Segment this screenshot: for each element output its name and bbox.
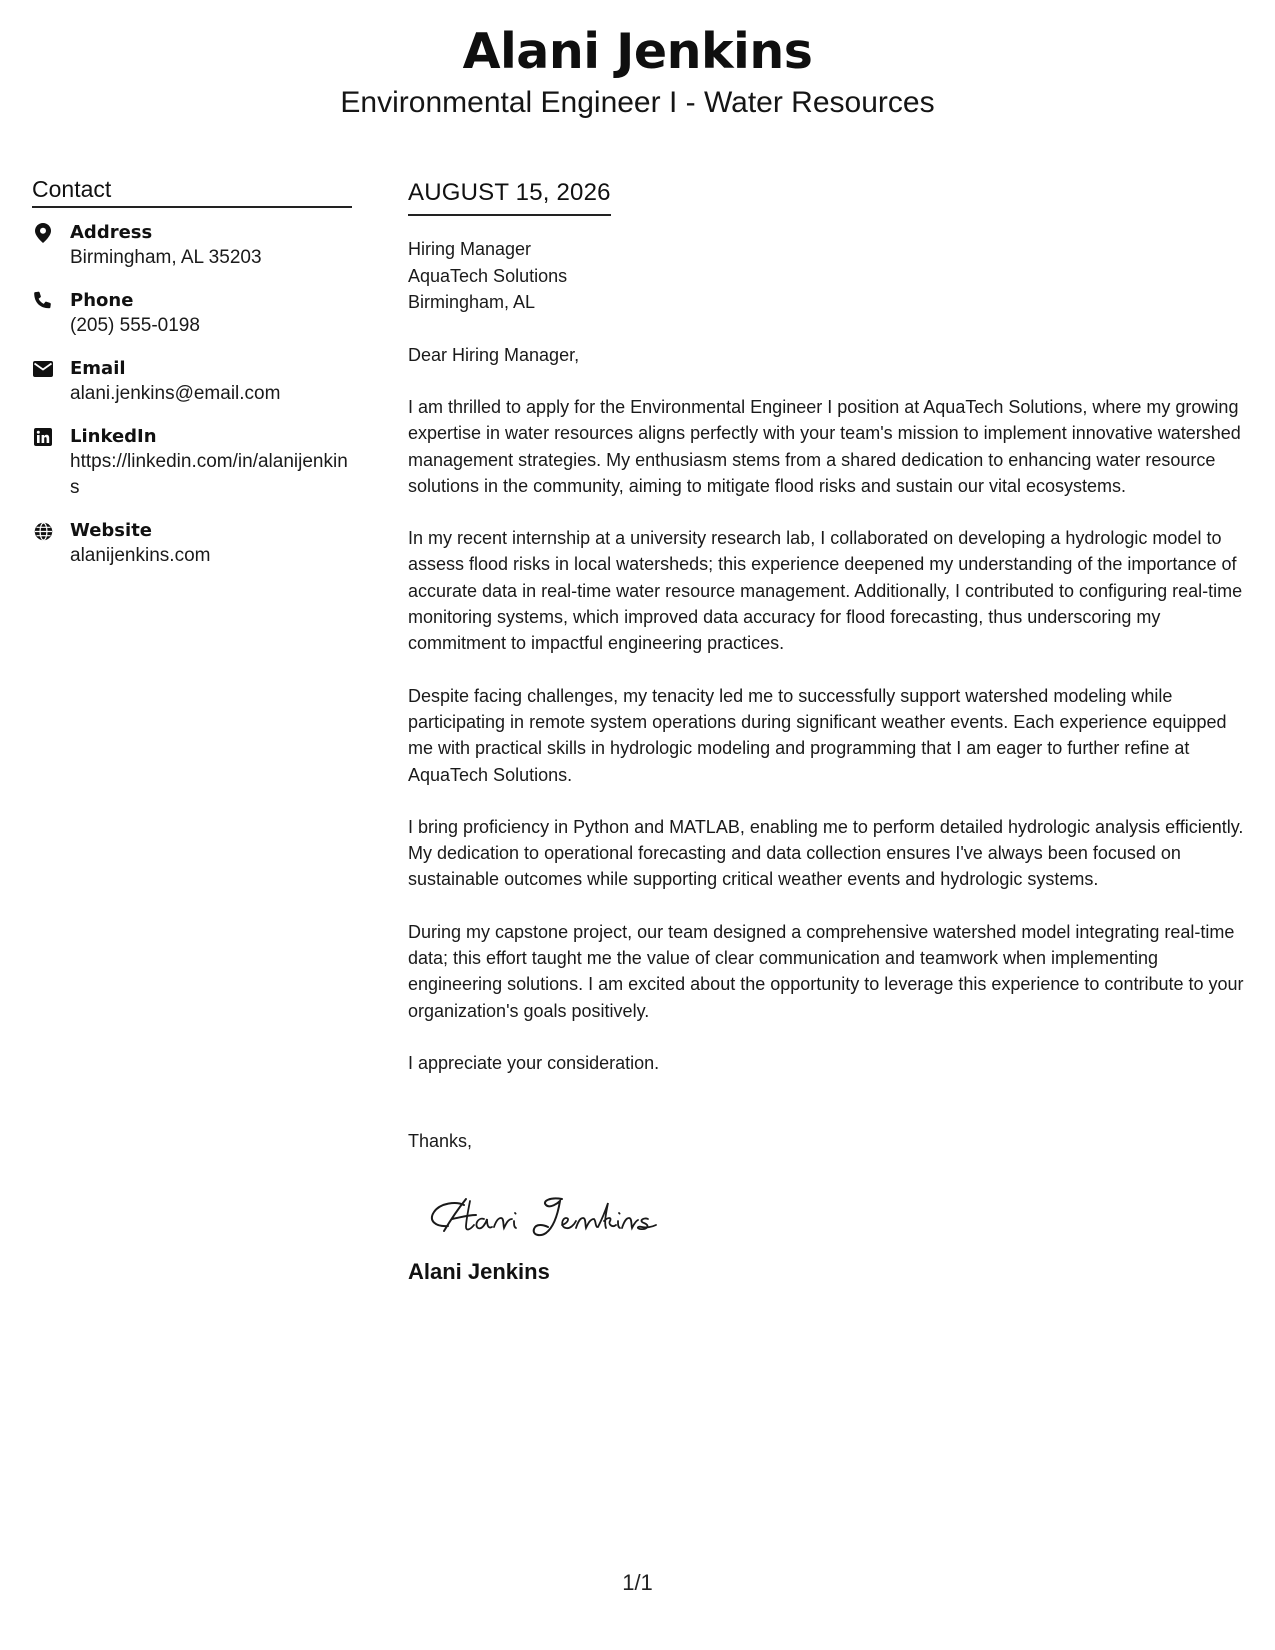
contact-value-website: alanijenkins.com bbox=[70, 545, 211, 566]
job-title: Environmental Engineer I - Water Resources bbox=[340, 86, 935, 119]
map-pin-icon bbox=[32, 222, 54, 244]
contact-item-email bbox=[32, 356, 352, 407]
date-block bbox=[408, 176, 611, 216]
contact-label-linkedin: LinkedIn bbox=[70, 426, 157, 447]
salutation: Dear Hiring Manager, bbox=[408, 344, 580, 365]
recipient-line: Birmingham, AL bbox=[408, 292, 536, 312]
envelope-icon bbox=[32, 358, 54, 380]
letter-paragraph: I bring proficiency in Python and MATLAB, enabling me to perform detailed hydrologic analysis efficiently. My dedication to operational forecasting and data collection ensures I've always been focused on sustainable outcomes while supporting critical weather events and hydrologic systems. bbox=[408, 816, 1244, 890]
letter-date: AUGUST 15, 2026 bbox=[408, 179, 611, 206]
phone-icon bbox=[32, 290, 54, 312]
applicant-name: Alani Jenkins bbox=[462, 23, 813, 80]
contact-value-address: Birmingham, AL 35203 bbox=[70, 247, 262, 268]
contact-label-email: Email bbox=[70, 358, 126, 379]
globe-icon bbox=[32, 520, 54, 542]
recipient-line: Hiring Manager bbox=[408, 239, 532, 259]
letter-paragraph: Despite facing challenges, my tenacity led me to successfully support watershed modeling while participating in remote system operations during significant weather events. Each experience equipped me with practical skills in hydrologic modeling and programming that I am eager to further refine at AquaTech Solutions. bbox=[408, 685, 1227, 785]
contact-sidebar bbox=[32, 172, 352, 586]
letter-paragraph: I am thrilled to apply for the Environmental Engineer I position at AquaTech Solutions, where my growing expertise in water resources aligns perfectly with your team's mission to implement innovative watershed management strategies. My enthusiasm stems from a shared dedication to enhancing water resource solutions in the community, aiming to mitigate flood risks and sustain our vital ecosystems. bbox=[408, 397, 1241, 496]
contact-value-email: alani.jenkins@email.com bbox=[70, 383, 281, 404]
contact-label-address: Address bbox=[70, 222, 153, 243]
linkedin-icon bbox=[32, 426, 54, 448]
recipient-block bbox=[408, 236, 1246, 316]
contact-value-linkedin: https://linkedin.com/in/alanijenkins bbox=[70, 451, 348, 498]
contact-label-phone: Phone bbox=[70, 290, 134, 311]
handwritten-signature bbox=[422, 1181, 1246, 1249]
recipient-line: AquaTech Solutions bbox=[408, 265, 568, 286]
contact-heading: Contact bbox=[32, 172, 352, 208]
letter-header bbox=[0, 18, 1275, 122]
letter-body bbox=[408, 176, 1246, 1287]
contact-item-website bbox=[32, 518, 352, 569]
contact-value-phone: (205) 555-0198 bbox=[70, 315, 200, 336]
signer-name: Alani Jenkins bbox=[408, 1258, 550, 1284]
page-number: 1/1 bbox=[622, 1570, 653, 1595]
letter-paragraph: In my recent internship at a university research lab, I collaborated on developing a hydrologic model to assess flood risks in local watersheds; this experience deepened my understanding of the importance of accurate data in real-time water resource management. Additionally, I contributed to configuring real-time monitoring systems, which improved data accuracy for flood forecasting, thus underscoring my commitment to impactful engineering practices. bbox=[408, 528, 1243, 654]
letter-paragraph: I appreciate your consideration. bbox=[408, 1052, 660, 1073]
contact-item-phone bbox=[32, 288, 352, 339]
contact-item-address bbox=[32, 220, 352, 271]
closing: Thanks, bbox=[408, 1131, 473, 1152]
contact-label-website: Website bbox=[70, 520, 153, 541]
contact-item-linkedin bbox=[32, 424, 352, 501]
letter-paragraph: During my capstone project, our team designed a comprehensive watershed model integrating real-time data; this effort taught me the value of clear communication and teamwork when implementing engineering solutions. I am excited about the opportunity to leverage this experience to contribute to your organization's goals positively. bbox=[408, 921, 1244, 1021]
